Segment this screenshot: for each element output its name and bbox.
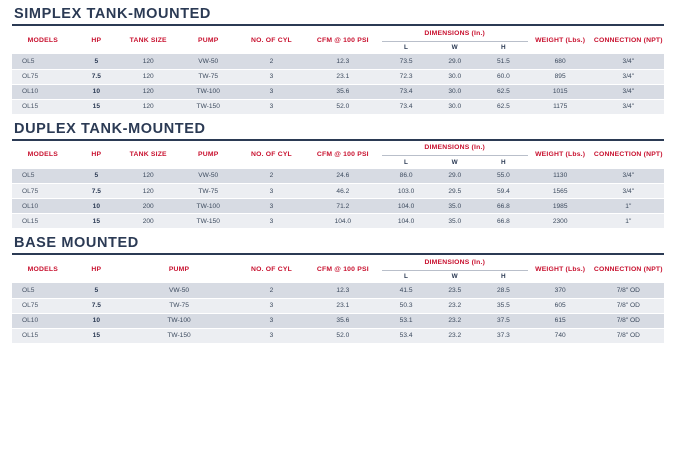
- cell-weight: 1015: [528, 84, 593, 99]
- cell-hp: 5: [74, 169, 119, 184]
- col-dimensions-group: DIMENSIONS (In.): [382, 141, 528, 156]
- table-row: [12, 169, 664, 184]
- cell-model: OL75: [12, 184, 74, 199]
- col-models: MODELS: [27, 36, 58, 44]
- table-row: [12, 283, 664, 298]
- cell-weight: 370: [528, 283, 593, 298]
- cell-tank: 200: [119, 214, 177, 229]
- cell-model: OL5: [12, 283, 74, 298]
- cell-pump: TW-75: [177, 184, 239, 199]
- table-row: [12, 298, 664, 313]
- cell-connection: 7/8" OD: [593, 313, 664, 328]
- cell-pump: TW-75: [119, 298, 239, 313]
- cell-cyl: 3: [239, 328, 304, 343]
- col-dimensions-group: DIMENSIONS (In.): [382, 26, 528, 41]
- cell-dim-l: 73.4: [382, 99, 431, 114]
- cell-cfm: 104.0: [304, 214, 382, 229]
- cell-dim-l: 53.1: [382, 313, 431, 328]
- cell-dim-h: 37.5: [479, 313, 528, 328]
- table-row: [12, 214, 664, 229]
- cell-model: OL75: [12, 69, 74, 84]
- cell-dim-l: 53.4: [382, 328, 431, 343]
- cell-model: OL15: [12, 214, 74, 229]
- col-weight: WEIGHT (Lbs.): [535, 151, 586, 158]
- cell-weight: 740: [528, 328, 593, 343]
- cell-model: OL5: [12, 54, 74, 69]
- col-connection: CONNECTION (NPT): [593, 265, 663, 273]
- cell-connection: 3/4": [593, 184, 664, 199]
- cell-hp: 10: [74, 84, 119, 99]
- col-cfm: CFM @ 100 PSI: [316, 265, 369, 273]
- cell-dim-h: 35.5: [479, 298, 528, 313]
- cell-hp: 10: [74, 199, 119, 214]
- cell-cfm: 23.1: [304, 298, 382, 313]
- section-title: SIMPLEX TANK-MOUNTED: [14, 6, 212, 22]
- col-dim-h: H: [500, 273, 506, 281]
- cell-connection: 3/4": [593, 99, 664, 114]
- cell-cyl: 3: [239, 214, 304, 229]
- col-cfm: CFM @ 100 PSI: [316, 36, 369, 44]
- col-hp: HP: [91, 151, 102, 158]
- cell-pump: TW-100: [177, 199, 239, 214]
- col-dim-w: W: [451, 273, 458, 281]
- col-dim-w: W: [451, 158, 458, 166]
- cell-model: OL15: [12, 328, 74, 343]
- cell-weight: 895: [528, 69, 593, 84]
- cell-dim-h: 60.0: [479, 69, 528, 84]
- col-dim-h: H: [500, 158, 506, 166]
- cell-cfm: 52.0: [304, 99, 382, 114]
- col-no-of-cyl: NO. OF CYL: [251, 151, 292, 158]
- table-row: [12, 84, 664, 99]
- table-row: [12, 184, 664, 199]
- cell-pump: TW-150: [119, 328, 239, 343]
- cell-model: OL10: [12, 84, 74, 99]
- cell-cyl: 3: [239, 84, 304, 99]
- cell-dim-h: 66.8: [479, 199, 528, 214]
- col-connection: CONNECTION (NPT): [593, 151, 663, 158]
- section-title: BASE MOUNTED: [14, 235, 139, 251]
- cell-hp: 5: [74, 54, 119, 69]
- cell-pump: TW-100: [177, 84, 239, 99]
- col-hp: HP: [91, 36, 102, 44]
- col-weight: WEIGHT (Lbs.): [535, 36, 586, 44]
- cell-model: OL5: [12, 169, 74, 184]
- cell-cfm: 12.3: [304, 283, 382, 298]
- base-mounted-table: [12, 255, 664, 344]
- cell-dim-w: 30.0: [430, 69, 479, 84]
- table-row: [12, 99, 664, 114]
- cell-model: OL10: [12, 199, 74, 214]
- cell-dim-l: 72.3: [382, 69, 431, 84]
- cell-pump: TW-75: [177, 69, 239, 84]
- cell-connection: 3/4": [593, 54, 664, 69]
- col-pump: PUMP: [168, 265, 190, 273]
- col-dim-l: L: [404, 158, 409, 166]
- cell-dim-h: 59.4: [479, 184, 528, 199]
- cell-weight: 1130: [528, 169, 593, 184]
- cell-dim-h: 62.5: [479, 99, 528, 114]
- cell-weight: 1565: [528, 184, 593, 199]
- cell-pump: VW-50: [177, 169, 239, 184]
- cell-dim-l: 104.0: [382, 199, 431, 214]
- cell-dim-w: 23.5: [430, 283, 479, 298]
- col-connection: CONNECTION (NPT): [593, 36, 663, 44]
- cell-hp: 7.5: [74, 298, 119, 313]
- cell-hp: 7.5: [74, 69, 119, 84]
- cell-weight: 605: [528, 298, 593, 313]
- cell-weight: 1175: [528, 99, 593, 114]
- cell-cfm: 35.6: [304, 313, 382, 328]
- cell-connection: 3/4": [593, 169, 664, 184]
- cell-cyl: 3: [239, 99, 304, 114]
- cell-pump: TW-150: [177, 214, 239, 229]
- cell-pump: TW-150: [177, 99, 239, 114]
- cell-dim-w: 29.0: [430, 169, 479, 184]
- cell-connection: 3/4": [593, 84, 664, 99]
- cell-dim-h: 28.5: [479, 283, 528, 298]
- col-dimensions-group: DIMENSIONS (In.): [382, 255, 528, 270]
- cell-dim-l: 73.5: [382, 54, 431, 69]
- cell-dim-w: 23.2: [430, 328, 479, 343]
- cell-tank: 120: [119, 54, 177, 69]
- cell-pump: VW-50: [119, 283, 239, 298]
- cell-tank: 120: [119, 69, 177, 84]
- col-cfm: CFM @ 100 PSI: [316, 151, 369, 158]
- cell-cfm: 52.0: [304, 328, 382, 343]
- cell-dim-l: 104.0: [382, 214, 431, 229]
- cell-dim-w: 23.2: [430, 298, 479, 313]
- section-title: DUPLEX TANK-MOUNTED: [14, 120, 206, 137]
- col-hp: HP: [91, 265, 102, 273]
- col-no-of-cyl: NO. OF CYL: [251, 36, 292, 44]
- cell-dim-h: 62.5: [479, 84, 528, 99]
- duplex-table: [12, 141, 664, 230]
- cell-weight: 615: [528, 313, 593, 328]
- cell-tank: 200: [119, 199, 177, 214]
- cell-cyl: 2: [239, 54, 304, 69]
- col-weight: WEIGHT (Lbs.): [535, 265, 586, 273]
- simplex-table: [12, 26, 664, 115]
- col-tank-size: TANK SIZE: [129, 151, 167, 158]
- col-pump: PUMP: [198, 151, 219, 158]
- cell-model: OL10: [12, 313, 74, 328]
- cell-dim-h: 66.8: [479, 214, 528, 229]
- table-row: [12, 69, 664, 84]
- cell-tank: 120: [119, 99, 177, 114]
- section-duplex-tank-mounted: [12, 121, 664, 230]
- cell-hp: 15: [74, 328, 119, 343]
- cell-connection: 1": [593, 214, 664, 229]
- cell-model: OL15: [12, 99, 74, 114]
- cell-weight: 680: [528, 54, 593, 69]
- col-pump: PUMP: [198, 36, 219, 44]
- cell-dim-w: 35.0: [430, 214, 479, 229]
- table-row: [12, 313, 664, 328]
- cell-tank: 120: [119, 84, 177, 99]
- cell-tank: 120: [119, 184, 177, 199]
- cell-dim-w: 30.0: [430, 84, 479, 99]
- cell-hp: 7.5: [74, 184, 119, 199]
- cell-weight: 2300: [528, 214, 593, 229]
- cell-connection: 1": [593, 199, 664, 214]
- cell-cyl: 3: [239, 298, 304, 313]
- table-row: [12, 199, 664, 214]
- cell-model: OL75: [12, 298, 74, 313]
- section-simplex-tank-mounted: [12, 6, 664, 115]
- table-header-row: [12, 141, 664, 156]
- cell-cyl: 3: [239, 184, 304, 199]
- cell-dim-w: 23.2: [430, 313, 479, 328]
- cell-dim-l: 41.5: [382, 283, 431, 298]
- cell-dim-h: 51.5: [479, 54, 528, 69]
- col-models: MODELS: [27, 151, 58, 158]
- col-dim-l: L: [404, 44, 409, 52]
- cell-connection: 7/8" OD: [593, 328, 664, 343]
- cell-cyl: 3: [239, 69, 304, 84]
- cell-hp: 10: [74, 313, 119, 328]
- cell-weight: 1985: [528, 199, 593, 214]
- cell-cyl: 3: [239, 199, 304, 214]
- cell-dim-w: 29.5: [430, 184, 479, 199]
- cell-cyl: 2: [239, 169, 304, 184]
- section-base-mounted: [12, 235, 664, 344]
- cell-cfm: 24.6: [304, 169, 382, 184]
- cell-cfm: 71.2: [304, 199, 382, 214]
- cell-cyl: 3: [239, 313, 304, 328]
- cell-dim-w: 35.0: [430, 199, 479, 214]
- cell-hp: 15: [74, 214, 119, 229]
- table-row: [12, 54, 664, 69]
- cell-connection: 7/8" OD: [593, 298, 664, 313]
- cell-pump: VW-50: [177, 54, 239, 69]
- cell-dim-l: 73.4: [382, 84, 431, 99]
- col-tank-size: TANK SIZE: [129, 36, 167, 44]
- cell-dim-w: 30.0: [430, 99, 479, 114]
- cell-pump: TW-100: [119, 313, 239, 328]
- cell-dim-l: 50.3: [382, 298, 431, 313]
- cell-dim-l: 86.0: [382, 169, 431, 184]
- cell-cfm: 35.6: [304, 84, 382, 99]
- col-dim-h: H: [500, 44, 506, 52]
- cell-cfm: 23.1: [304, 69, 382, 84]
- col-dim-w: W: [451, 44, 458, 52]
- table-header-row: [12, 255, 664, 270]
- cell-cfm: 46.2: [304, 184, 382, 199]
- cell-dim-h: 55.0: [479, 169, 528, 184]
- cell-connection: 3/4": [593, 69, 664, 84]
- col-dim-l: L: [404, 273, 409, 281]
- table-header-row: [12, 26, 664, 41]
- cell-cyl: 2: [239, 283, 304, 298]
- col-no-of-cyl: NO. OF CYL: [251, 265, 292, 273]
- cell-hp: 15: [74, 99, 119, 114]
- cell-dim-h: 37.3: [479, 328, 528, 343]
- cell-cfm: 12.3: [304, 54, 382, 69]
- col-models: MODELS: [27, 265, 58, 273]
- table-row: [12, 328, 664, 343]
- cell-dim-l: 103.0: [382, 184, 431, 199]
- cell-hp: 5: [74, 283, 119, 298]
- cell-connection: 7/8" OD: [593, 283, 664, 298]
- cell-dim-w: 29.0: [430, 54, 479, 69]
- cell-tank: 120: [119, 169, 177, 184]
